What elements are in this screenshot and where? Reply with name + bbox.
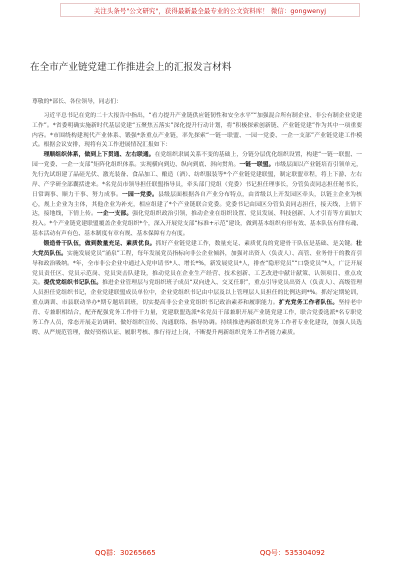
paragraph-secretaries-text: 推进企业管理层与党组织班子成员“双向进入、交叉任职”，重点引导党员出资人（负责人）、高级管理人员担任党组织书记，企业党建联盟成员单位中，企业党组织书记由中层及以上管理层人员担任的比例达到*%。抓好定期轮训，重点调训、市县联动举办*期专题培训班，切实提高非公企业党组织书记政治素养和履职能力。 [32,280,362,307]
salutation: 尊敬的*部长、各位领导，同志们： [32,99,122,105]
document-body [32,98,362,339]
paragraph-organization [32,151,362,240]
section-heading-team: 锻造骨干队伍，做到数量充足、素质优良。 [43,241,156,248]
footer-contacts [95,546,325,560]
subheading-secretaries: 提优党组织书记队伍。 [43,280,103,287]
paragraph-party-workers-text: 坚持老中青、专兼职相结合，配齐配强党务工作骨干力量，党建联盟选派*名党员干部兼职开展产业链党建工作，联合党委选派*名专职党务工作人员，常态开展走访调研、做好组织宣传、沟通联络、指导协调。持续推进两新组织党务工作者专业化建设，加强人员选聘、从严规范管理，做好资格认证、履职考核、推行待过上岗，不断提升两新组织党务工作者能力素质。 [32,300,362,336]
paragraph-intro-text: 习近平总书记在党的二十大报告中指出，“看力提升产业链供应链韧性和安全水平”“加强混合所有制企业、非公有制企业党建工作”。*省委明确实施新时代基层党建“五聚焦五落实”深化提升行动计划，将“积极探索创新链、产业链党建”作为其中一项重要内容。*市围绕构建现代产业体系、锻强*条重点产业链，率先探索“一链一联盟、一园一党委、一企一支部”产业链党建工作模式。根据会议安排，现将有关工作进展情况汇报如下： [32,112,362,149]
footer-qq-number: QQ号：535304092 [259,549,325,557]
footer-qq-group: QQ群：30265665 [95,549,156,557]
section-heading-organization: 理顺组织体系，做到上下贯通、左右联通。 [43,152,155,159]
subheading-enterprise-branch: 一企一支部。 [96,211,133,218]
paragraph-party-members-text: 实施发展党员“涌泉”工程，每年发展党员指标向非公企业倾斜，加强对出资人（负责人）、高管、业务骨干的教育引导和政治吸纳。*年，全市非公企业中通过入党申请书*人、增长*%，新发展党员*人，排查“隐形党员”“口袋党员”*人，广泛开展党员责任区、党员示范岗、党员突击队建设，推动党员在企业生产经营、技术创新、工艺改进中献计献策、认领项目、重点攻关。 [32,250,362,287]
subheading-party-workers: 扩充党务工作者队伍。 [278,300,339,307]
subheading-party-members: 壮大党员队伍。 [32,241,362,257]
paragraph-park-committee-text: 县级层面根据各自产业分布特点，由省级以上开发园区牵头，以链主企业为核心，规上企业为主体，其他企业为补充，相应组建了*个产业链联合党委。党委书记由园区分管负责同志担任，接天线，上情下达，接地线，下情上传。 [32,191,362,218]
paragraph-chain-alliance-text: 市级层面以产业链培育引领单元，先行先试组建了晶硅光伏、激光装备、食品加工、酿造（酒）、纺织服装等*个产业链党建联盟，制定联盟章程，将上下游、左右岸、产学研全部囊括进来。*名党员市领导担任联盟指导员，牵头部门党组（党委）书记担任理事长，分管负责同志担任秘书长，日常调事、顺力干事、努力成事。 [32,162,362,198]
paragraph-team-text: 抓好产业链党建工作，数量充足、素质优良的党建骨干队伍是基础、是关键。 [155,241,357,248]
paragraph-intro [32,112,362,151]
paragraph-organization-text: 在党组织隶属关系不变的基础上，分链分层优化组织设置，构建“一链一联盟、一园一党委、一企一支部”矩阵化组织体系。实现横向到边、纵向到底、斜向贯角。 [32,152,362,169]
subheading-park-committee: 一园一党委。 [122,191,159,198]
paragraph-enterprise-branch-text: 强化党组织政治引领，推动企业在组织设置、党员发展、科技创新、人才引育等方面加大投入。*个产业链党建联盟覆盖企业党组织*个，深入开展党支部“标准+示范”建设，做到基本组织有形有效、基本队伍有律有魂、基本活动有声有色、基本制度有章有规、基本保障有力有度。 [32,211,362,238]
subheading-chain-alliance: 一链一联盟。 [239,162,275,169]
document-title: 在全市产业链党建工作推进会上的汇报发言材料 [30,62,232,73]
paragraph-team [32,240,362,339]
promo-banner [60,3,360,17]
promo-banner-text: 关注头条号"公文研究"，获得最新最全最专业的公文资料库！ 微信：gongwenyj [93,6,327,15]
